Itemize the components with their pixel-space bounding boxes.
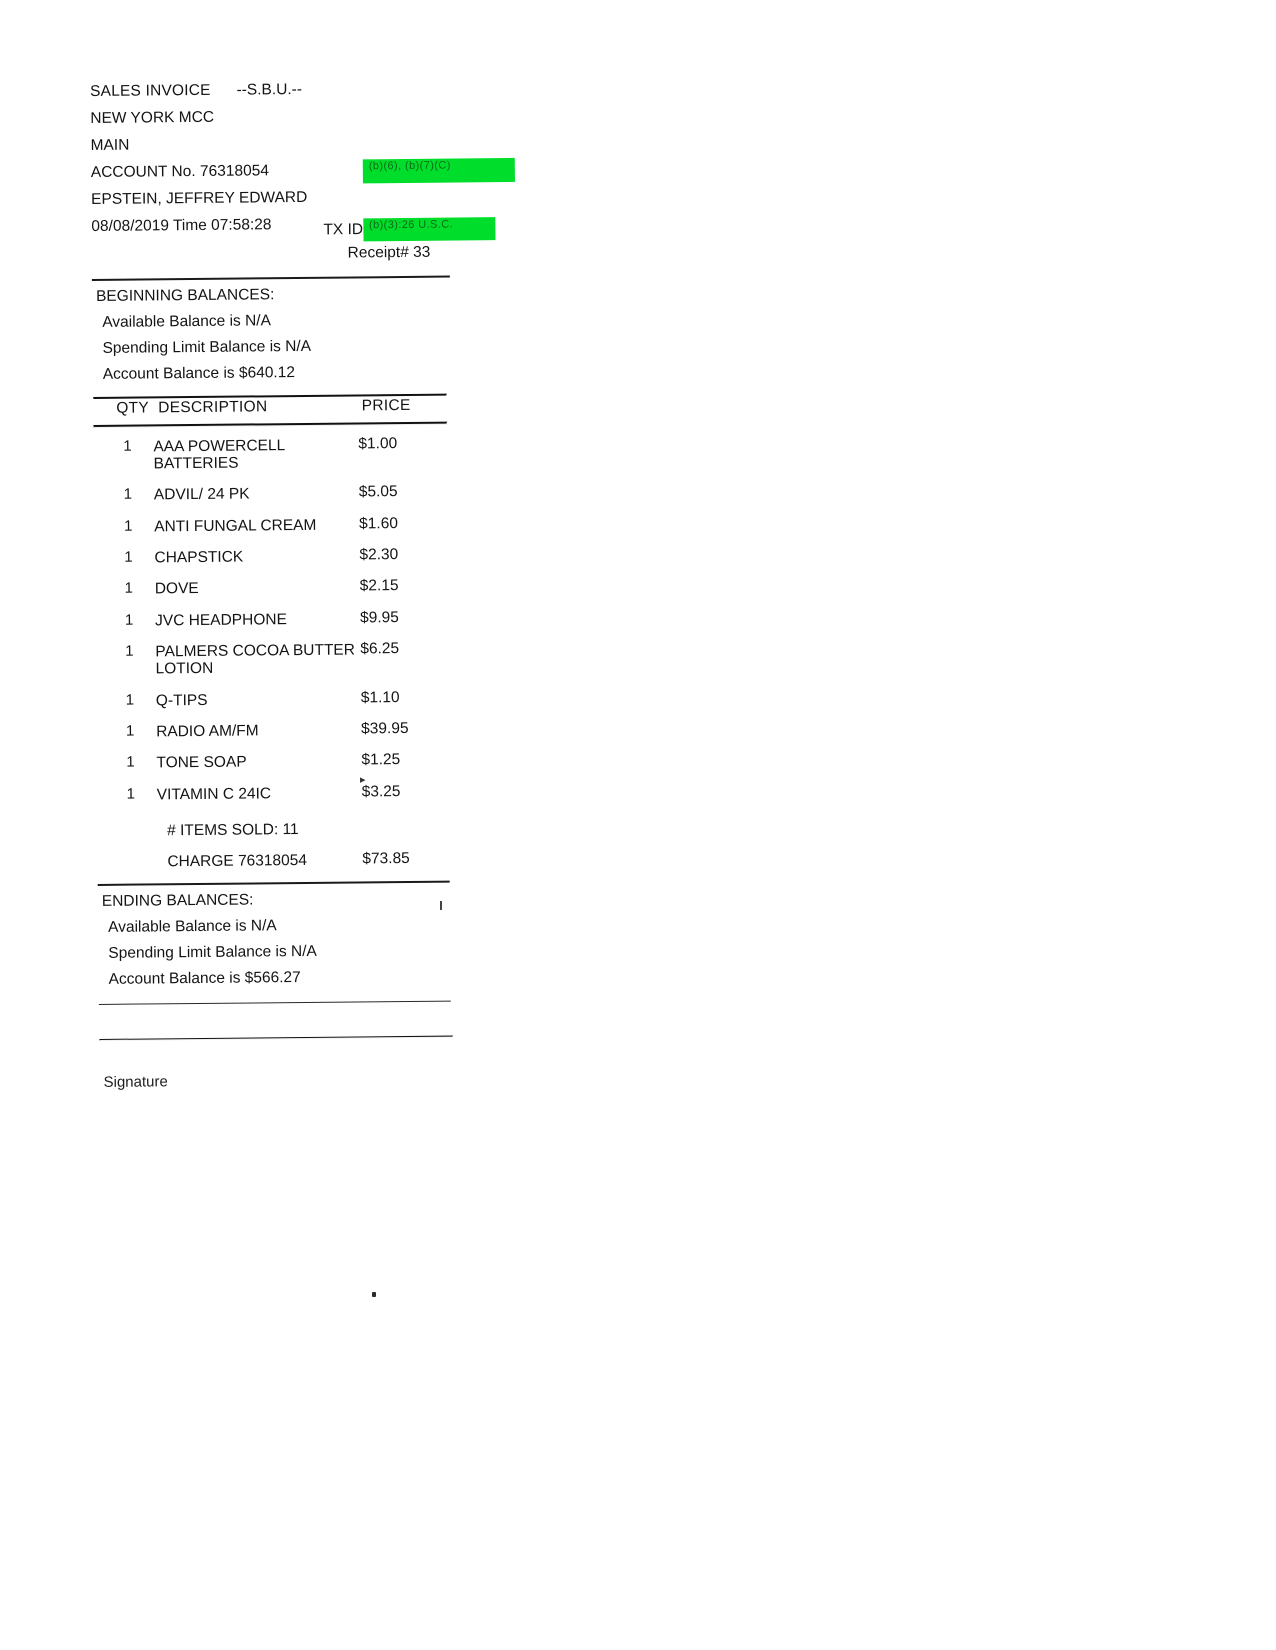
redaction-box-b6-b7c: (b)(6), (b)(7)(C)	[363, 158, 515, 183]
ending-balances-title: ENDING BALANCES:	[101, 891, 254, 910]
items-sold-row	[105, 808, 450, 848]
table-row	[103, 571, 448, 606]
row-qty: 1	[125, 722, 135, 740]
table-row	[105, 776, 450, 811]
beginning-balances-title: BEGINNING BALANCES:	[95, 286, 275, 305]
inmate-name-line	[91, 188, 511, 219]
scan-artifact-tick	[440, 901, 442, 910]
row-qty: 1	[126, 785, 136, 803]
tx-id-group	[323, 217, 495, 242]
row-description: AAA POWERCELL BATTERIES	[153, 436, 285, 473]
items-sold-qty-blank	[105, 811, 157, 848]
row-qty: 1	[124, 548, 133, 566]
row-description: CHAPSTICK	[154, 548, 244, 567]
divider-ending-balances	[99, 1000, 451, 1004]
account-line	[91, 161, 511, 192]
invoice-title-line	[90, 80, 510, 111]
sales-invoice-document	[90, 80, 520, 1090]
facility-name: NEW YORK MCC	[90, 108, 215, 127]
table-row	[104, 714, 449, 749]
unit-name: MAIN	[90, 136, 130, 154]
items-sold-label: # ITEMS SOLD: 11	[167, 821, 299, 840]
row-qty: 1	[124, 579, 134, 597]
beginning-available-balance: Available Balance is N/A	[102, 312, 271, 331]
table-row	[104, 682, 449, 717]
table-row	[103, 602, 448, 637]
row-description: DOVE	[154, 580, 199, 598]
table-row	[104, 745, 449, 780]
account-number-label: ACCOUNT No. 76318054	[90, 162, 269, 181]
table-row	[102, 477, 447, 512]
inmate-name: EPSTEIN, JEFFREY EDWARD	[91, 188, 308, 208]
ending-account-balance: Account Balance is $566.27	[108, 968, 301, 988]
beginning-balances-block	[92, 285, 513, 393]
row-description: JVC HEADPHONE	[155, 610, 287, 630]
row-description: RADIO AM/FM	[156, 722, 259, 741]
line-items-body	[101, 428, 450, 878]
row-qty: 1	[125, 642, 134, 660]
row-price: $39.95	[361, 720, 409, 738]
charge-qty-blank	[105, 847, 157, 878]
receipt-number: Receipt# 33	[347, 243, 431, 262]
table-header-row	[101, 396, 446, 425]
beginning-account-balance: Account Balance is $640.12	[102, 364, 296, 383]
invoice-title: SALES INVOICE	[89, 81, 211, 100]
row-description: PALMERS COCOA BUTTER LOTION	[155, 641, 355, 678]
row-price: $2.15	[359, 577, 399, 595]
scan-artifact-mark: ▸	[360, 774, 366, 786]
charge-row	[105, 844, 450, 878]
row-price: $3.25	[361, 782, 401, 801]
row-price: $9.95	[359, 608, 399, 627]
table-row	[103, 634, 448, 686]
charge-total: $73.85	[362, 849, 410, 867]
table-row	[101, 428, 446, 480]
beginning-spending-limit-balance: Spending Limit Balance is N/A	[102, 337, 312, 357]
row-description: VITAMIN C 24IC	[156, 785, 272, 804]
line-items-table	[101, 396, 446, 425]
divider-header	[92, 276, 450, 281]
table-row	[102, 540, 447, 575]
row-price: $5.05	[358, 483, 398, 501]
row-qty: 1	[123, 485, 133, 503]
row-qty: 1	[123, 517, 133, 535]
charge-label: CHARGE 76318054	[167, 851, 308, 870]
divider-table-bottom	[98, 880, 450, 885]
column-header-qty: QTY	[116, 399, 150, 417]
row-qty: 1	[125, 691, 135, 709]
row-price: $1.60	[359, 514, 399, 533]
items-sold-price-blank	[362, 808, 450, 845]
row-description: Q-TIPS	[155, 691, 208, 710]
tx-id-label: TX ID	[323, 220, 364, 239]
row-description: ANTI FUNGAL CREAM	[154, 516, 317, 535]
row-qty: 1	[126, 754, 135, 772]
facility-line	[90, 107, 510, 138]
receipt-line	[92, 242, 512, 273]
row-price: $1.25	[361, 751, 401, 769]
column-header-description: DESCRIPTION	[158, 398, 268, 417]
table-row	[102, 508, 447, 543]
scan-artifact-dot	[372, 1292, 376, 1297]
datetime-line	[91, 215, 511, 246]
ending-spending-limit-balance: Spending Limit Balance is N/A	[108, 942, 317, 962]
row-description: TONE SOAP	[156, 753, 247, 772]
row-price: $6.25	[360, 640, 400, 658]
column-header-price: PRICE	[361, 396, 411, 415]
row-qty: 1	[124, 611, 134, 629]
signature-label: Signature	[103, 1073, 168, 1091]
ending-balances-block	[98, 890, 519, 998]
row-qty: 1	[123, 437, 132, 455]
row-price: $1.00	[358, 434, 398, 452]
row-description: ADVIL/ 24 PK	[153, 485, 250, 504]
row-price: $2.30	[359, 546, 399, 564]
invoice-subtitle: --S.B.U.--	[236, 80, 303, 99]
row-price: $1.10	[360, 688, 400, 707]
ending-available-balance: Available Balance is N/A	[108, 917, 277, 936]
transaction-datetime: 08/08/2019 Time 07:58:28	[91, 216, 272, 235]
redaction-box-b3-26usc: (b)(3):26 U.S.C.	[363, 217, 495, 241]
